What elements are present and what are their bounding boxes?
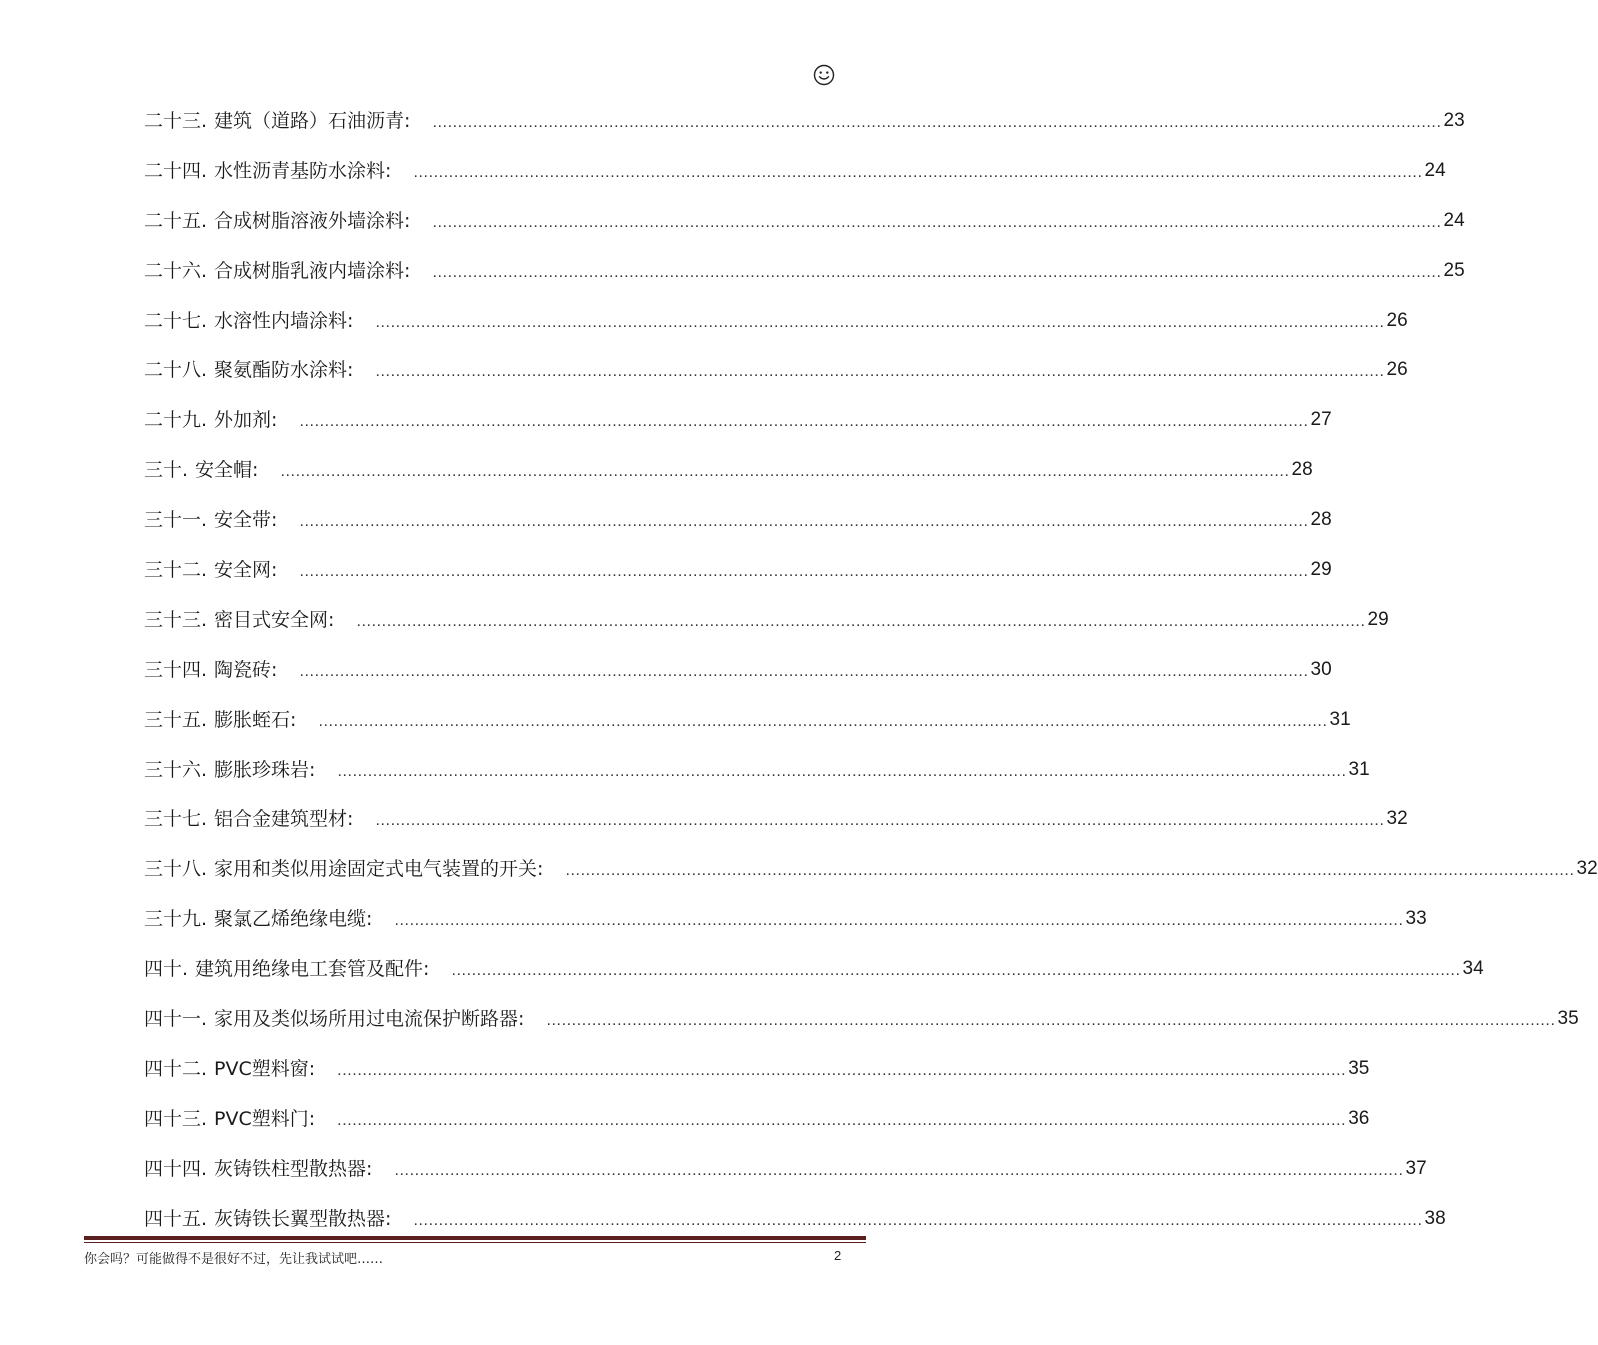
- toc-entry[interactable]: [144, 146, 1446, 196]
- toc-entry-number: 三十.: [144, 459, 189, 482]
- toc-entry[interactable]: [144, 994, 1579, 1044]
- toc-dot-leader: ........................................................................................................................................................................................................: [299, 662, 1309, 680]
- toc-entry-title: 灰铸铁长翼型散热器:: [214, 1207, 392, 1230]
- toc-entry-title: 灰铸铁柱型散热器:: [214, 1157, 373, 1180]
- toc-entry-title: PVC塑料门:: [214, 1107, 316, 1130]
- toc-entry[interactable]: [144, 495, 1332, 545]
- toc-entry-number: 三十一.: [144, 509, 208, 532]
- toc-entry-number: 三十六.: [144, 758, 208, 781]
- toc-entry-page: 31: [1329, 708, 1351, 730]
- toc-entry-title: 陶瓷砖:: [214, 658, 278, 681]
- toc-dot-leader: ........................................................................................................................................................................................................: [432, 213, 1442, 231]
- toc-entry[interactable]: [144, 944, 1484, 994]
- toc-dot-leader: ........................................................................................................................................................................................................: [375, 363, 1385, 381]
- toc-entry-title: 安全帽:: [195, 459, 259, 482]
- toc-entry-title: 建筑（道路）石油沥青:: [214, 109, 411, 132]
- toc-dot-leader: ........................................................................................................................................................................................................: [451, 962, 1461, 980]
- toc-entry-number: 三十三.: [144, 608, 208, 631]
- toc-dot-leader: ........................................................................................................................................................................................................: [546, 1011, 1556, 1029]
- toc-entry-title: 外加剂:: [214, 409, 278, 432]
- toc-entry[interactable]: [144, 1144, 1427, 1194]
- toc-entry-title: 聚氯乙烯绝缘电缆:: [214, 908, 373, 931]
- toc-entry-title: 密目式安全网:: [214, 608, 335, 631]
- toc-entry-title: 膨胀蛭石:: [214, 708, 297, 731]
- toc-entry-number: 四十.: [144, 958, 189, 981]
- toc-dot-leader: ........................................................................................................................................................................................................: [299, 513, 1309, 531]
- toc-entry-number: 四十一.: [144, 1007, 208, 1030]
- toc-dot-leader: ........................................................................................................................................................................................................: [375, 812, 1385, 830]
- toc-entry-page: 27: [1310, 409, 1332, 431]
- toc-entry-page: 37: [1405, 1157, 1427, 1179]
- toc-entry[interactable]: [144, 545, 1332, 595]
- toc-entry-title: 合成树脂溶液外墙涂料:: [214, 209, 411, 232]
- toc-entry[interactable]: [144, 695, 1351, 745]
- toc-entry-page: 35: [1348, 1057, 1370, 1079]
- toc-entry[interactable]: [144, 1094, 1370, 1144]
- toc-entry-title: 水性沥青基防水涂料:: [214, 159, 392, 182]
- toc-entry-page: 28: [1310, 509, 1332, 531]
- toc-dot-leader: ........................................................................................................................................................................................................: [413, 1211, 1423, 1229]
- toc-entry-page: 25: [1443, 259, 1465, 281]
- toc-dot-leader: ........................................................................................................................................................................................................: [394, 1161, 1404, 1179]
- toc-entry[interactable]: [144, 794, 1408, 844]
- toc-entry-page: 32: [1576, 858, 1598, 880]
- toc-entry-page: 29: [1367, 608, 1389, 630]
- toc-entry-page: 38: [1424, 1207, 1446, 1229]
- toc-entry-title: 家用和类似用途固定式电气装置的开关:: [214, 858, 544, 881]
- toc-entry-title: 安全带:: [214, 509, 278, 532]
- toc-entry[interactable]: [144, 246, 1465, 296]
- toc-entry[interactable]: [144, 296, 1408, 346]
- toc-entry-number: 三十八.: [144, 858, 208, 881]
- toc-entry-page: 32: [1386, 808, 1408, 830]
- toc-entry-number: 二十三.: [144, 109, 208, 132]
- toc-entry[interactable]: [144, 395, 1332, 445]
- toc-entry-number: 三十二.: [144, 558, 208, 581]
- toc-entry-number: 三十四.: [144, 658, 208, 681]
- toc-entry[interactable]: [144, 745, 1370, 795]
- toc-entry-page: 26: [1386, 359, 1408, 381]
- toc-dot-leader: ........................................................................................................................................................................................................: [337, 1061, 1347, 1079]
- toc-dot-leader: ........................................................................................................................................................................................................: [299, 413, 1309, 431]
- toc-entry-page: 33: [1405, 908, 1427, 930]
- toc-entry[interactable]: [144, 645, 1332, 695]
- toc-entry[interactable]: [144, 1044, 1370, 1094]
- toc-dot-leader: ........................................................................................................................................................................................................: [432, 263, 1442, 281]
- toc-dot-leader: ........................................................................................................................................................................................................: [356, 612, 1366, 630]
- toc-dot-leader: ........................................................................................................................................................................................................: [432, 113, 1442, 131]
- toc-entry-page: 31: [1348, 758, 1370, 780]
- toc-entry[interactable]: [144, 894, 1427, 944]
- toc-entry[interactable]: [144, 445, 1313, 495]
- toc-entry-title: 铝合金建筑型材:: [214, 808, 354, 831]
- toc-entry-number: 二十九.: [144, 409, 208, 432]
- toc-entry-title: 安全网:: [214, 558, 278, 581]
- toc-entry-page: 30: [1310, 658, 1332, 680]
- toc-entry-title: 水溶性内墙涂料:: [214, 309, 354, 332]
- footer-text: 你会吗？可能做得不是很好不过，先让我试试吧……: [84, 1252, 384, 1267]
- toc-dot-leader: ........................................................................................................................................................................................................: [337, 1111, 1347, 1129]
- toc-entry[interactable]: [144, 595, 1389, 645]
- toc-dot-leader: ........................................................................................................................................................................................................: [375, 313, 1385, 331]
- toc-entry-number: 三十五.: [144, 708, 208, 731]
- toc-entry-number: 四十五.: [144, 1207, 208, 1230]
- toc-entry-title: 合成树脂乳液内墙涂料:: [214, 259, 411, 282]
- toc-entry-number: 二十八.: [144, 359, 208, 382]
- toc-entry[interactable]: [144, 96, 1465, 146]
- toc-entry[interactable]: [144, 196, 1465, 246]
- toc-entry-page: 26: [1386, 309, 1408, 331]
- toc-entry-title: 聚氨酯防水涂料:: [214, 359, 354, 382]
- toc-entry-title: 家用及类似场所用过电流保护断路器:: [214, 1007, 525, 1030]
- toc-dot-leader: ........................................................................................................................................................................................................: [299, 562, 1309, 580]
- toc-entry-page: 24: [1443, 209, 1465, 231]
- toc-entry-title: 膨胀珍珠岩:: [214, 758, 316, 781]
- toc-entry-page: 36: [1348, 1107, 1370, 1129]
- toc-entry[interactable]: [144, 844, 1598, 894]
- footer-rule-thin: [84, 1242, 866, 1243]
- smiley-icon: [813, 64, 835, 86]
- toc-entry-page: 28: [1291, 459, 1313, 481]
- toc-entry-number: 二十四.: [144, 159, 208, 182]
- toc-entry-page: 34: [1462, 958, 1484, 980]
- footer-page-number: 2: [834, 1248, 842, 1263]
- toc-entry-number: 四十四.: [144, 1157, 208, 1180]
- toc-entry-number: 四十三.: [144, 1107, 208, 1130]
- toc-entry-number: 二十五.: [144, 209, 208, 232]
- toc-entry-number: 二十六.: [144, 259, 208, 282]
- toc-dot-leader: ........................................................................................................................................................................................................: [280, 463, 1290, 481]
- footer-rule: [84, 1236, 866, 1240]
- toc-entry-title: 建筑用绝缘电工套管及配件:: [195, 958, 430, 981]
- toc-entry-page: 29: [1310, 558, 1332, 580]
- toc-entry-page: 24: [1424, 159, 1446, 181]
- toc-entry-number: 二十七.: [144, 309, 208, 332]
- toc-entry-number: 四十二.: [144, 1057, 208, 1080]
- toc-dot-leader: ........................................................................................................................................................................................................: [394, 912, 1404, 930]
- toc-dot-leader: ........................................................................................................................................................................................................: [337, 762, 1347, 780]
- toc-entry-number: 三十七.: [144, 808, 208, 831]
- toc-dot-leader: ........................................................................................................................................................................................................: [413, 163, 1423, 181]
- toc-entry[interactable]: [144, 345, 1408, 395]
- toc-entry-number: 三十九.: [144, 908, 208, 931]
- toc-entry-title: PVC塑料窗:: [214, 1057, 316, 1080]
- toc-entry-page: 35: [1557, 1007, 1579, 1029]
- toc-dot-leader: ........................................................................................................................................................................................................: [565, 862, 1575, 880]
- table-of-contents: [144, 96, 1598, 1243]
- toc-dot-leader: ........................................................................................................................................................................................................: [318, 712, 1328, 730]
- toc-entry-page: 23: [1443, 109, 1465, 131]
